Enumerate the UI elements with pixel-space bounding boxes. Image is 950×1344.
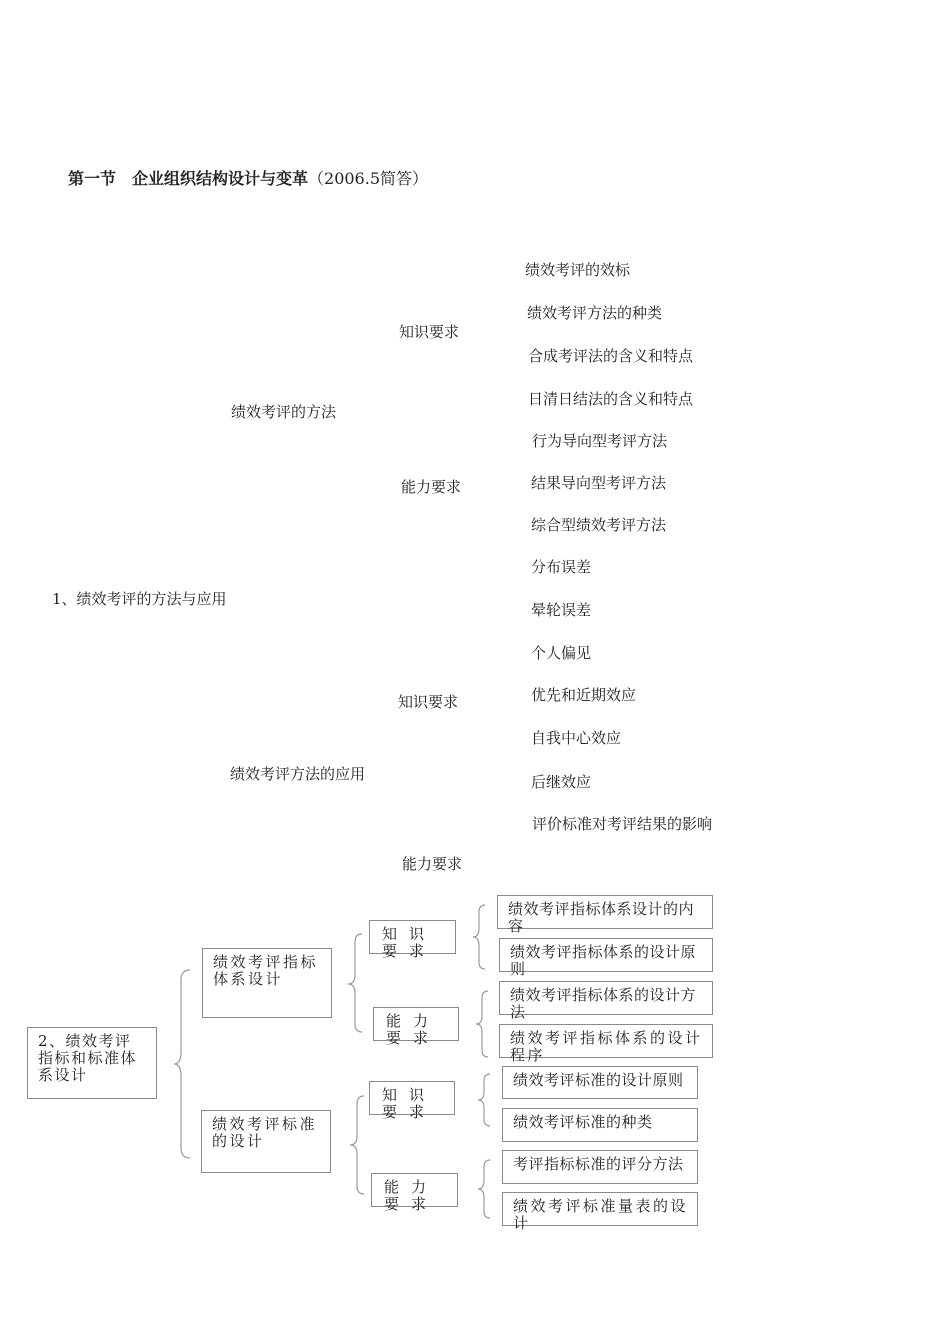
- part2-indicator-ability-box: 能力要求: [373, 1007, 459, 1041]
- part1-item: 日清日结法的含义和特点: [528, 390, 694, 408]
- part1-methods-ability-label: 能力要求: [401, 478, 462, 496]
- part1-item: 优先和近期效应: [531, 686, 637, 704]
- part1-methods-knowledge-label: 知识要求: [399, 323, 460, 341]
- part1-item: 绩效考评方法的种类: [527, 304, 663, 322]
- part2-leaf-box: 考评指标标准的评分方法: [502, 1150, 698, 1184]
- part1-item: 结果导向型考评方法: [531, 474, 667, 492]
- part1-branch-application: 绩效考评方法的应用: [230, 765, 366, 783]
- part2-leaf-box: 绩效考评指标体系的设计原则: [499, 938, 713, 972]
- part2-standard-knowledge-box: 知识要求: [369, 1081, 455, 1115]
- part1-item: 晕轮误差: [531, 601, 592, 619]
- part1-item: 综合型绩效考评方法: [531, 516, 667, 534]
- part1-branch-methods: 绩效考评的方法: [231, 403, 337, 421]
- part1-item: 分布误差: [531, 558, 592, 576]
- part1-item: 评价标准对考评结果的影响: [532, 815, 713, 833]
- part2-leaf-box: 绩效考评标准的设计原则: [502, 1066, 698, 1099]
- part2-leaf-box: 绩效考评标准量表的设计: [502, 1192, 698, 1226]
- part1-label: 1、绩效考评的方法与应用: [52, 590, 227, 608]
- part2-root-box: 2、绩效考评指标和标准体系设计: [27, 1027, 157, 1099]
- part2-leaf-box: 绩效考评指标体系设计的内容: [497, 895, 713, 929]
- part1-item: 行为导向型考评方法: [532, 432, 668, 450]
- part2-standard-ability-box: 能力要求: [371, 1173, 458, 1207]
- part1-application-ability-label: 能力要求: [402, 855, 463, 873]
- section-note: （2006.5简答）: [308, 169, 429, 188]
- part2-leaf-box: 绩效考评标准的种类: [502, 1108, 698, 1142]
- part2-indicator-knowledge-box: 知识要求: [369, 920, 456, 954]
- part1-item: 自我中心效应: [531, 729, 622, 747]
- part1-item: 绩效考评的效标: [525, 261, 631, 279]
- part1-item: 个人偏见: [531, 644, 592, 662]
- part2-branch-standard-box: 绩效考评标准的设计: [201, 1110, 331, 1173]
- part1-item: 合成考评法的含义和特点: [528, 347, 694, 365]
- part2-leaf-box: 绩效考评指标体系的设计方法: [499, 981, 713, 1015]
- part1-item: 后继效应: [531, 773, 592, 791]
- section-heading: 第一节 企业组织结构设计与变革: [68, 169, 309, 188]
- part2-branch-indicator-box: 绩效考评指标体系设计: [202, 948, 332, 1018]
- part1-application-knowledge-label: 知识要求: [398, 693, 459, 711]
- part2-leaf-box: 绩效考评指标体系的设计程序: [499, 1024, 713, 1058]
